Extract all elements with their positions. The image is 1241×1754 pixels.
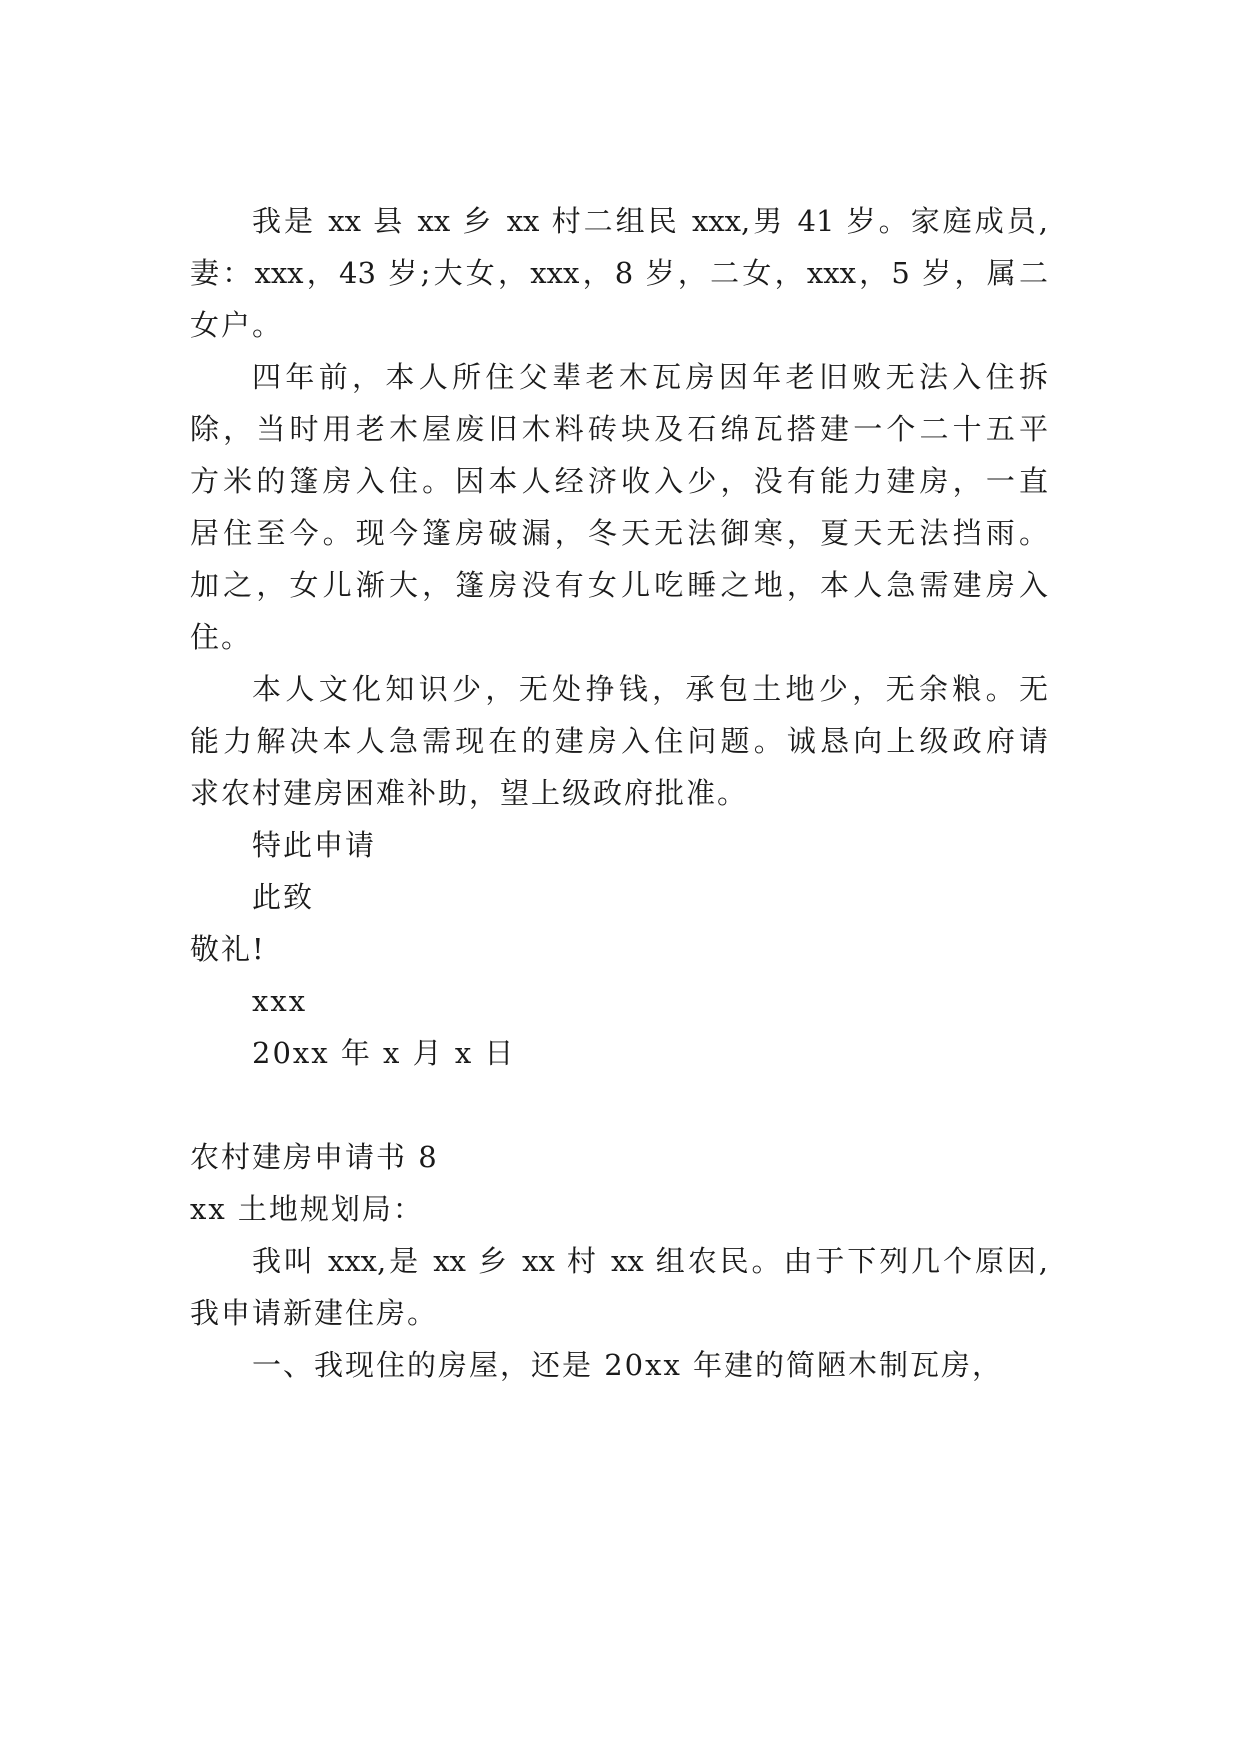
section-8-paragraph-2-line-1: 一、我现住的房屋，还是 20xx 年建的简陋木制瓦房， bbox=[252, 1348, 1004, 1382]
paragraph-2-line-6: 住。 bbox=[190, 620, 253, 654]
section-8-title: 农村建房申请书 8 bbox=[190, 1140, 439, 1174]
paragraph-3-line-3: 求农村建房困难补助，望上级政府批准。 bbox=[190, 776, 749, 810]
paragraph-3-line-2: 能力解决本人急需现在的建房入住问题。诚恳向上级政府请 bbox=[190, 724, 1048, 758]
paragraph-2-line-2: 除，当时用老木屋废旧木料砖块及石绵瓦搭建一个二十五平 bbox=[190, 412, 1048, 446]
paragraph-1-line-2: 妻：xxx，43 岁;大女，xxx，8 岁，二女，xxx，5 岁，属二 bbox=[190, 256, 1048, 290]
paragraph-1-line-1: 我是 xx 县 xx 乡 xx 村二组民 xxx,男 41 岁。家庭成员, bbox=[252, 204, 1048, 238]
paragraph-2-line-5: 加之，女儿渐大，篷房没有女儿吃睡之地，本人急需建房入 bbox=[190, 568, 1048, 602]
section-8-paragraph-1-line-2: 我申请新建住房。 bbox=[190, 1296, 439, 1330]
closing-salute: 敬礼! bbox=[190, 932, 266, 966]
closing-date: 20xx 年 x 月 x 日 bbox=[252, 1036, 516, 1070]
closing-signature: xxx bbox=[252, 984, 308, 1018]
paragraph-3-line-1: 本人文化知识少，无处挣钱，承包土地少，无余粮。无 bbox=[252, 672, 1048, 706]
paragraph-1-line-3: 女户。 bbox=[190, 308, 284, 342]
closing-regards: 此致 bbox=[252, 880, 315, 914]
paragraph-2-line-3: 方米的篷房入住。因本人经济收入少，没有能力建房，一直 bbox=[190, 464, 1048, 498]
closing-special: 特此申请 bbox=[252, 828, 377, 862]
section-8-addressee: xx 土地规划局： bbox=[190, 1192, 424, 1226]
section-8-paragraph-1-line-1: 我叫 xxx,是 xx 乡 xx 村 xx 组农民。由于下列几个原因, bbox=[252, 1244, 1048, 1278]
paragraph-2-line-4: 居住至今。现今篷房破漏，冬天无法御寒，夏天无法挡雨。 bbox=[190, 516, 1048, 550]
paragraph-2-line-1: 四年前，本人所住父辈老木瓦房因年老旧败无法入住拆 bbox=[252, 360, 1048, 394]
